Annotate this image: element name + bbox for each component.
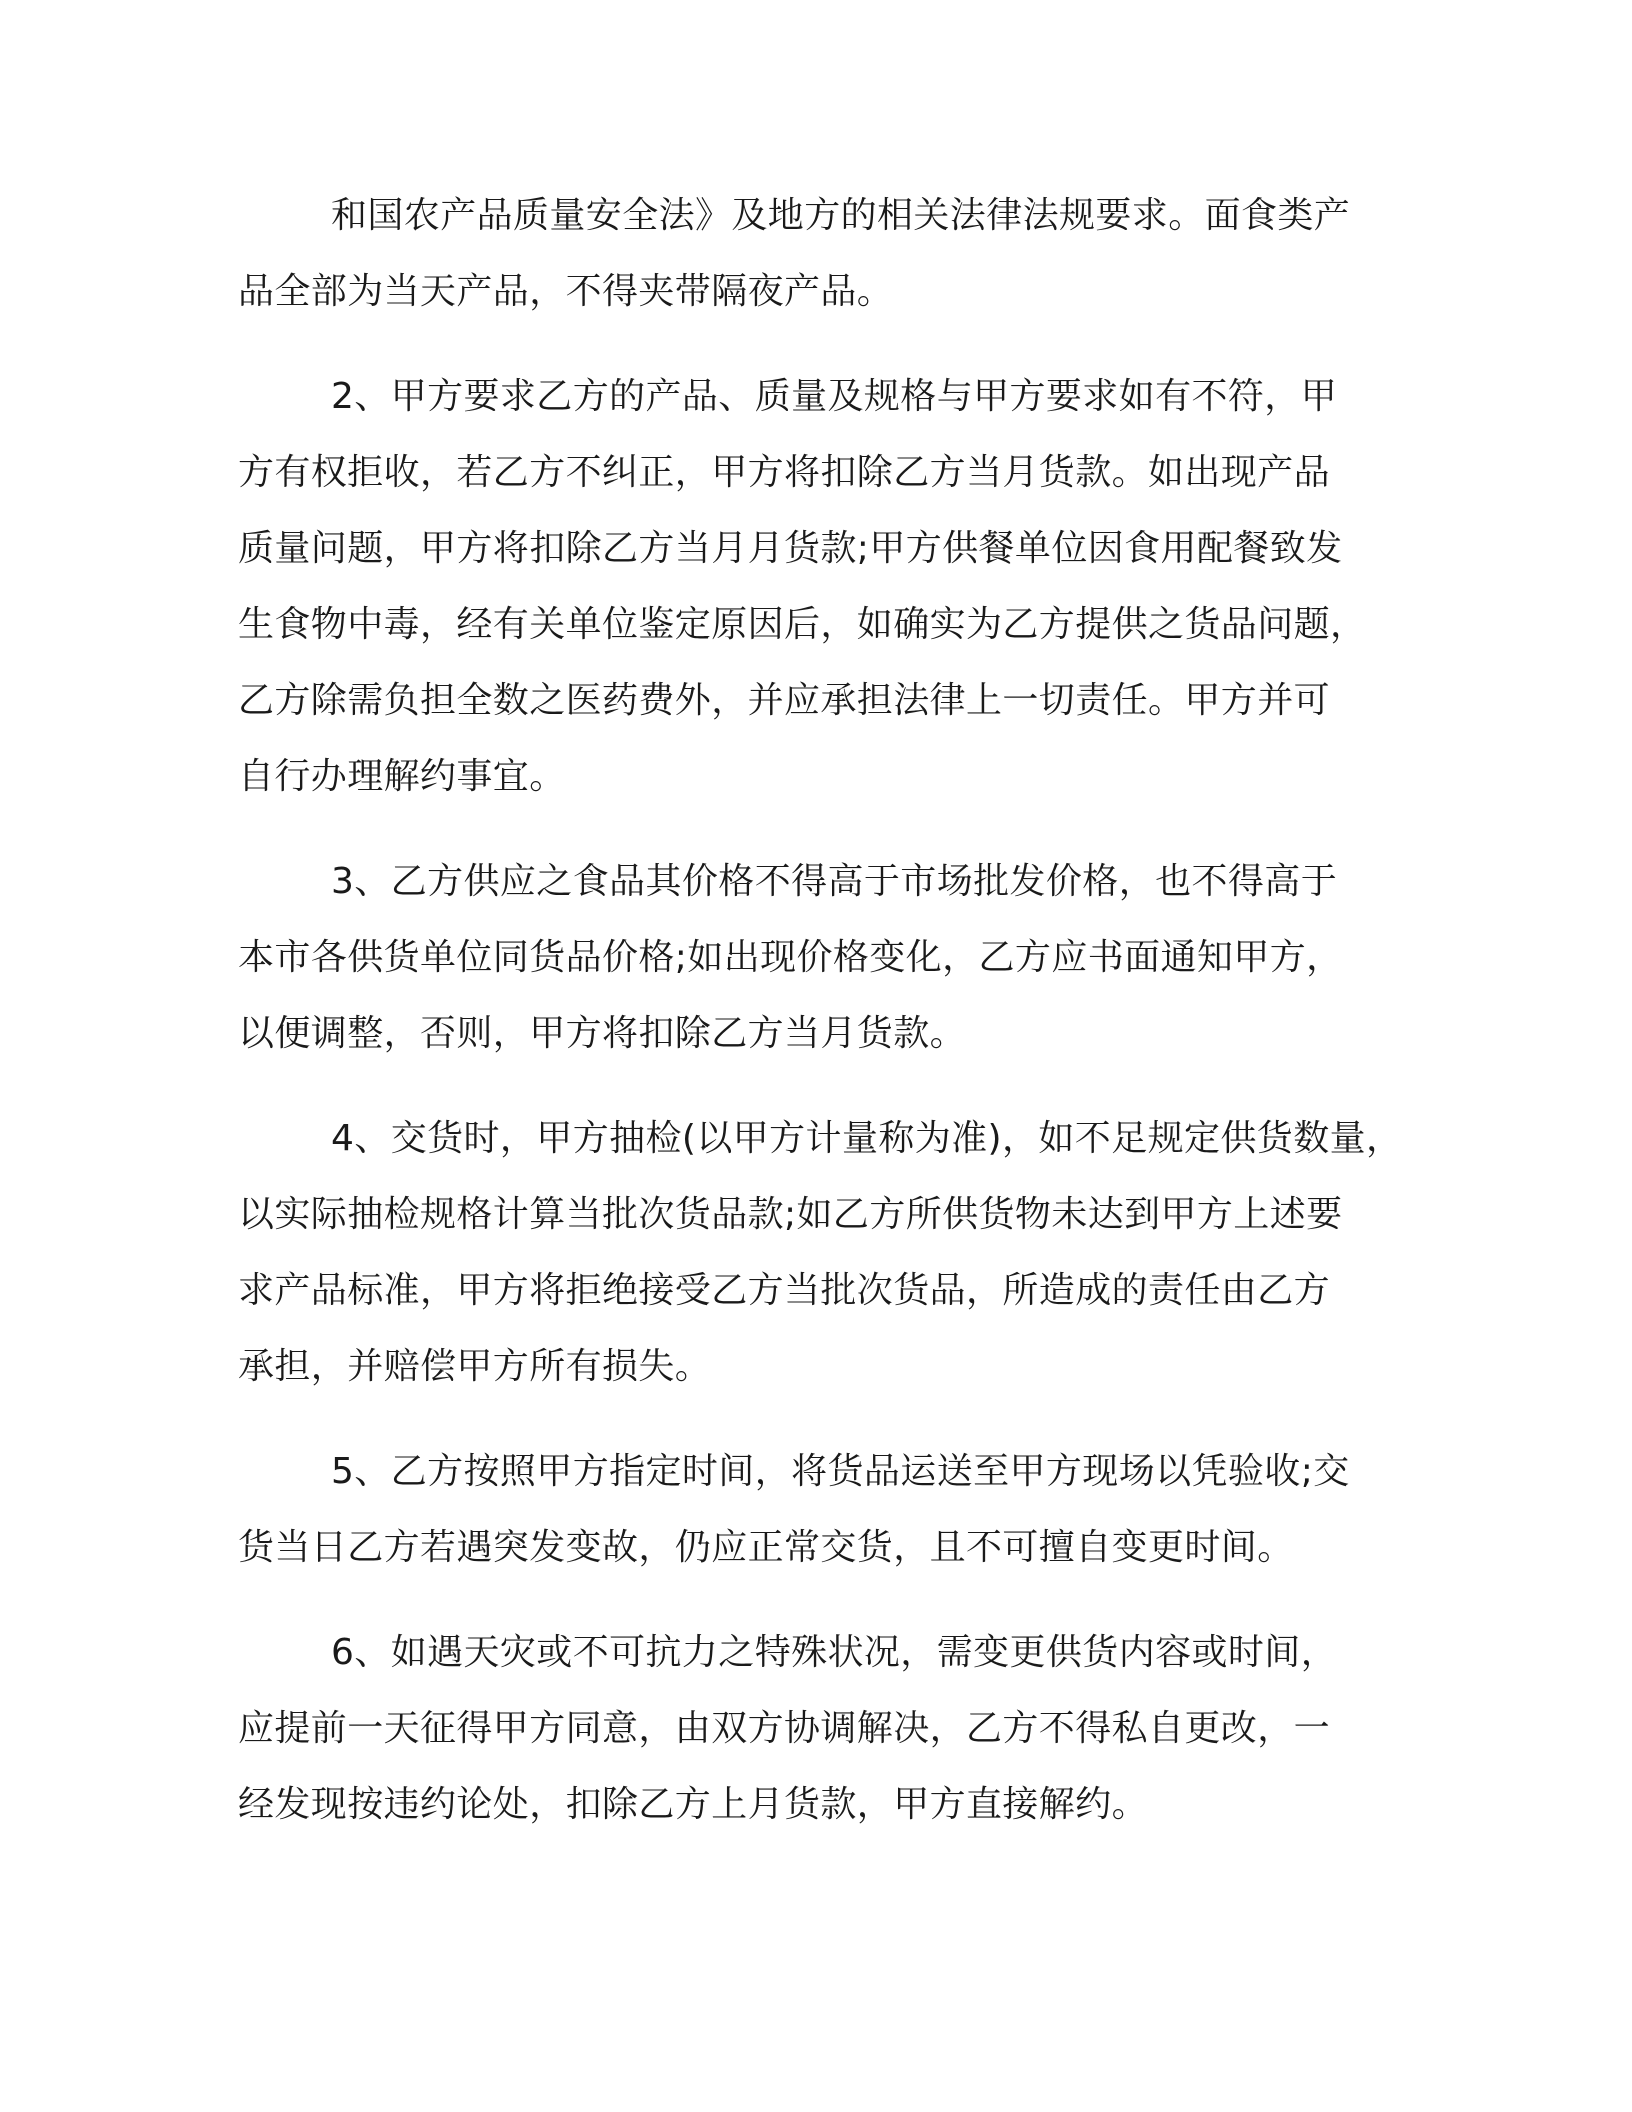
paragraph-6-line-2: 应提前一天征得甲方同意，由双方协调解决，乙方不得私自更改，一 bbox=[238, 1708, 1331, 1749]
paragraph-5-line-1: 5、乙方按照甲方指定时间，将货品运送至甲方现场以凭验收;交 bbox=[331, 1451, 1350, 1492]
paragraph-4-line-4: 承担，并赔偿甲方所有损失。 bbox=[238, 1346, 712, 1387]
paragraph-6-line-3: 经发现按违约论处，扣除乙方上月货款，甲方直接解约。 bbox=[238, 1784, 1149, 1825]
paragraph-2-line-4: 生食物中毒，经有关单位鉴定原因后，如确实为乙方提供之货品问题， bbox=[238, 604, 1367, 645]
paragraph-1-line-2: 品全部为当天产品，不得夹带隔夜产品。 bbox=[238, 271, 894, 312]
paragraph-2-line-2: 方有权拒收，若乙方不纠正，甲方将扣除乙方当月货款。如出现产品 bbox=[238, 452, 1331, 493]
paragraph-5-line-2: 货当日乙方若遇突发变故，仍应正常交货，且不可擅自变更时间。 bbox=[238, 1527, 1294, 1568]
paragraph-4-line-3: 求产品标准，甲方将拒绝接受乙方当批次货品，所造成的责任由乙方 bbox=[238, 1270, 1331, 1311]
paragraph-4-line-1: 4、交货时，甲方抽检(以甲方计量称为准)，如不足规定供货数量， bbox=[331, 1118, 1403, 1159]
paragraph-2-line-6: 自行办理解约事宜。 bbox=[238, 756, 566, 797]
paragraph-2-line-5: 乙方除需负担全数之医药费外，并应承担法律上一切责任。甲方并可 bbox=[238, 680, 1331, 721]
paragraph-2-line-1: 2、甲方要求乙方的产品、质量及规格与甲方要求如有不符，甲 bbox=[331, 376, 1338, 417]
paragraph-6-line-1: 6、如遇天灾或不可抗力之特殊状况，需变更供货内容或时间， bbox=[331, 1632, 1338, 1673]
paragraph-3-line-3: 以便调整，否则，甲方将扣除乙方当月货款。 bbox=[238, 1013, 967, 1054]
paragraph-3-line-1: 3、乙方供应之食品其价格不得高于市场批发价格，也不得高于 bbox=[331, 861, 1338, 902]
paragraph-1-line-1: 和国农产品质量安全法》及地方的相关法律法规要求。面食类产 bbox=[331, 195, 1351, 236]
paragraph-3-line-2: 本市各供货单位同货品价格;如出现价格变化，乙方应书面通知甲方， bbox=[238, 937, 1343, 978]
paragraph-2-line-3: 质量问题，甲方将扣除乙方当月月货款;甲方供餐单位因食用配餐致发 bbox=[238, 528, 1343, 569]
paragraph-4-line-2: 以实际抽检规格计算当批次货品款;如乙方所供货物未达到甲方上述要 bbox=[238, 1194, 1343, 1235]
